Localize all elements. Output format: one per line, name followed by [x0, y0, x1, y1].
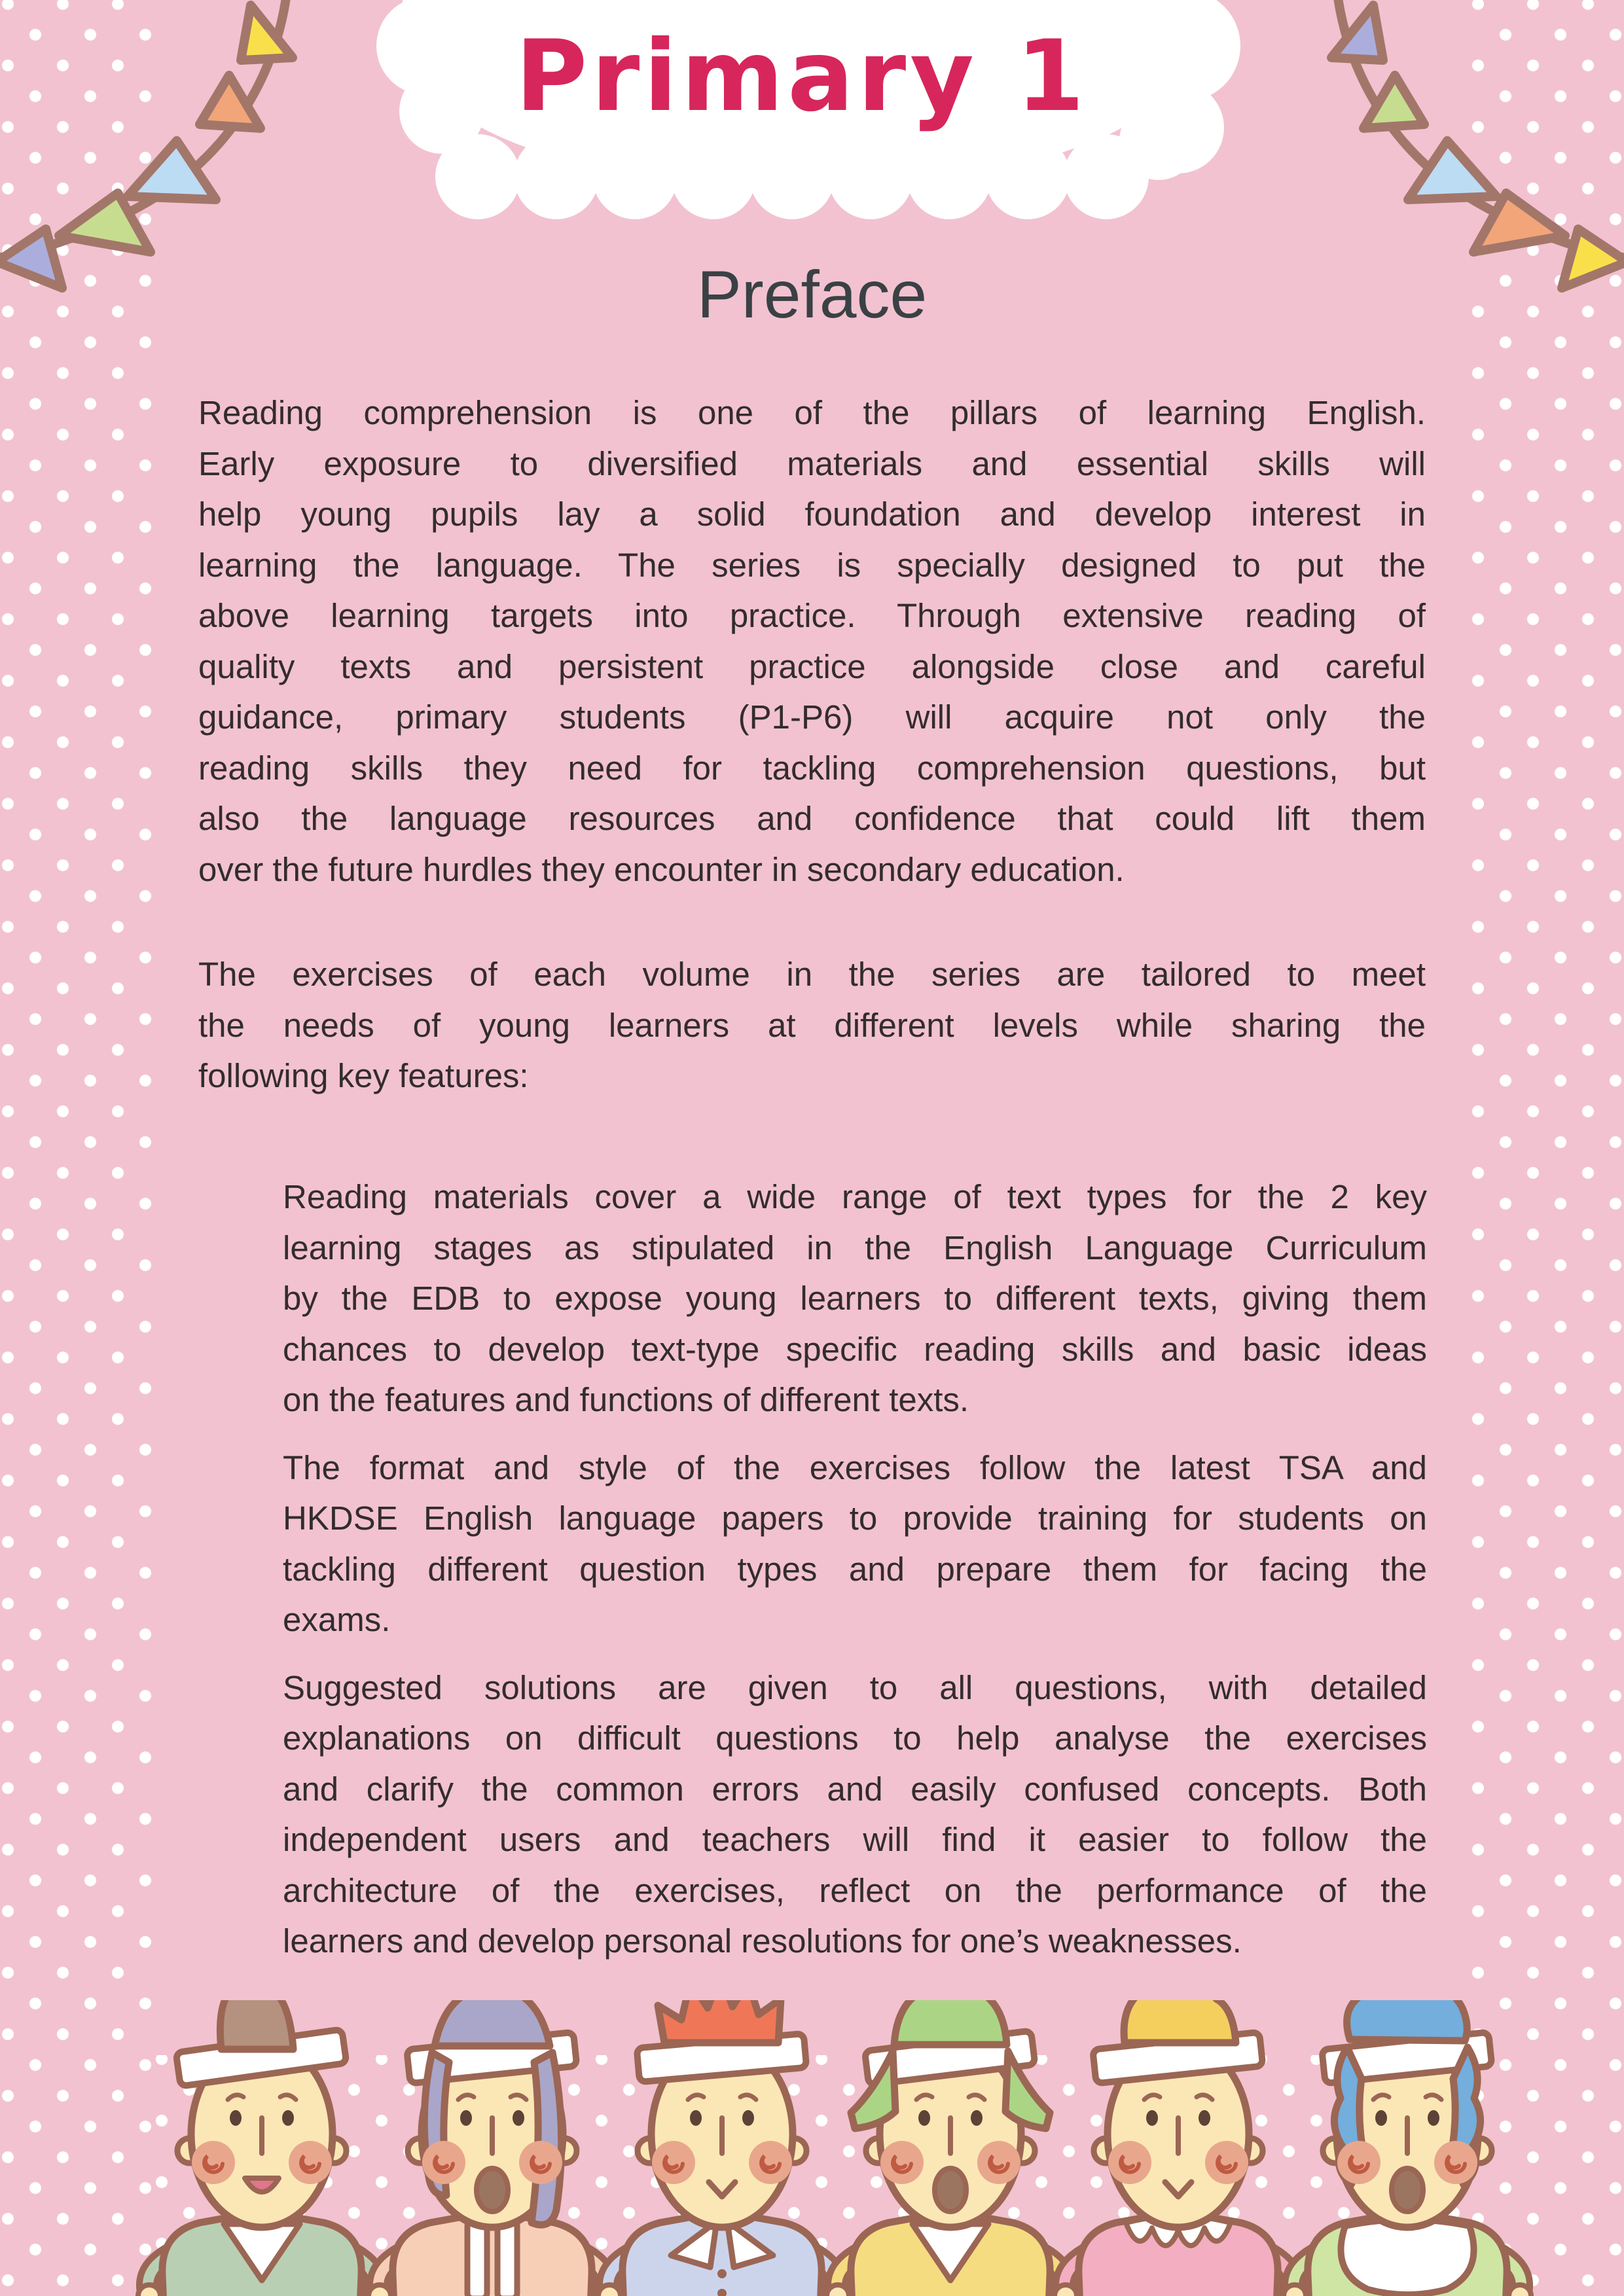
text-line: Early exposure to diversified materials and essential skills will — [198, 444, 1426, 482]
flag-green — [59, 193, 151, 252]
child-illustration — [138, 2000, 386, 2296]
text-line: over the future hurdles they encounter in secondary education. — [198, 850, 1125, 888]
child-illustration — [1284, 2000, 1531, 2296]
title-cloud — [380, 0, 1224, 245]
text-line: help young pupils lay a solid foundation and develop interest in — [198, 495, 1426, 533]
preface-heading: Preface — [696, 257, 928, 332]
text-line: learners and develop personal resolutions for one’s weaknesses. — [283, 1922, 1242, 1960]
text-line: explanations on difficult questions to help analyse the exercises — [283, 1719, 1427, 1757]
text-line: guidance, primary students (P1-P6) will acquire not only the — [198, 698, 1426, 736]
text-line: also the language resources and confidence that could lift them — [198, 800, 1426, 837]
text-line: Reading materials cover a wide range of text types for the 2 key — [283, 1178, 1427, 1215]
text-line: chances to develop text-type specific reading skills and basic ideas — [283, 1330, 1427, 1368]
flag-blue — [1408, 141, 1496, 200]
key-features-list — [283, 1172, 1427, 1984]
text-line: the needs of young learners at different levels while sharing the — [198, 1006, 1426, 1044]
child-illustration — [369, 2000, 616, 2296]
text-line: above learning targets into practice. Through extensive reading of — [198, 597, 1426, 634]
page-title: Primary 1 — [515, 20, 1089, 134]
flag-orange — [1473, 193, 1565, 252]
text-line: learning the language. The series is specially designed to put the — [198, 546, 1426, 584]
text-line: exams. — [283, 1601, 391, 1638]
children-illustration — [0, 2000, 1624, 2296]
text-line: tackling different question types and prepare them for facing the — [283, 1550, 1427, 1588]
text-line: Suggested solutions are given to all questions, with detailed — [283, 1668, 1427, 1706]
feature-paragraph-1 — [283, 1172, 1427, 1426]
flag-blue — [128, 141, 216, 200]
child-illustration — [1055, 2000, 1302, 2296]
polka-dot-band-right — [1470, 0, 1624, 2296]
text-line: The exercises of each volume in the series are tailored to meet — [198, 956, 1426, 993]
text-line: quality texts and persistent practice alongside close and careful — [198, 647, 1426, 685]
text-line: learning stages as stipulated in the English Language Curriculum — [283, 1229, 1427, 1266]
text-line: independent users and teachers will find it easier to follow the — [283, 1821, 1427, 1858]
text-line: following key features: — [198, 1057, 529, 1094]
child-illustration — [598, 2000, 846, 2296]
text-line: Reading comprehension is one of the pillars of learning English. — [198, 394, 1426, 431]
text-line: by the EDB to expose young learners to different texts, giving them — [283, 1280, 1427, 1317]
child-illustration — [827, 2000, 1074, 2296]
text-line: reading skills they need for tackling comprehension questions, but — [198, 749, 1426, 787]
text-line: on the features and functions of different texts. — [283, 1381, 969, 1418]
text-line: The format and style of the exercises follow the latest TSA and — [283, 1448, 1427, 1486]
text-line: and clarify the common errors and easily confused concepts. Both — [283, 1770, 1427, 1808]
text-line: architecture of the exercises, reflect on the performance of the — [283, 1871, 1427, 1909]
polka-dot-band-left — [0, 0, 154, 2296]
feature-paragraph-2 — [283, 1443, 1427, 1645]
preface-paragraph-2 — [198, 949, 1426, 1102]
feature-paragraph-3 — [283, 1662, 1427, 1967]
preface-paragraph-1 — [198, 387, 1426, 895]
text-line: HKDSE English language papers to provide training for students on — [283, 1499, 1427, 1537]
